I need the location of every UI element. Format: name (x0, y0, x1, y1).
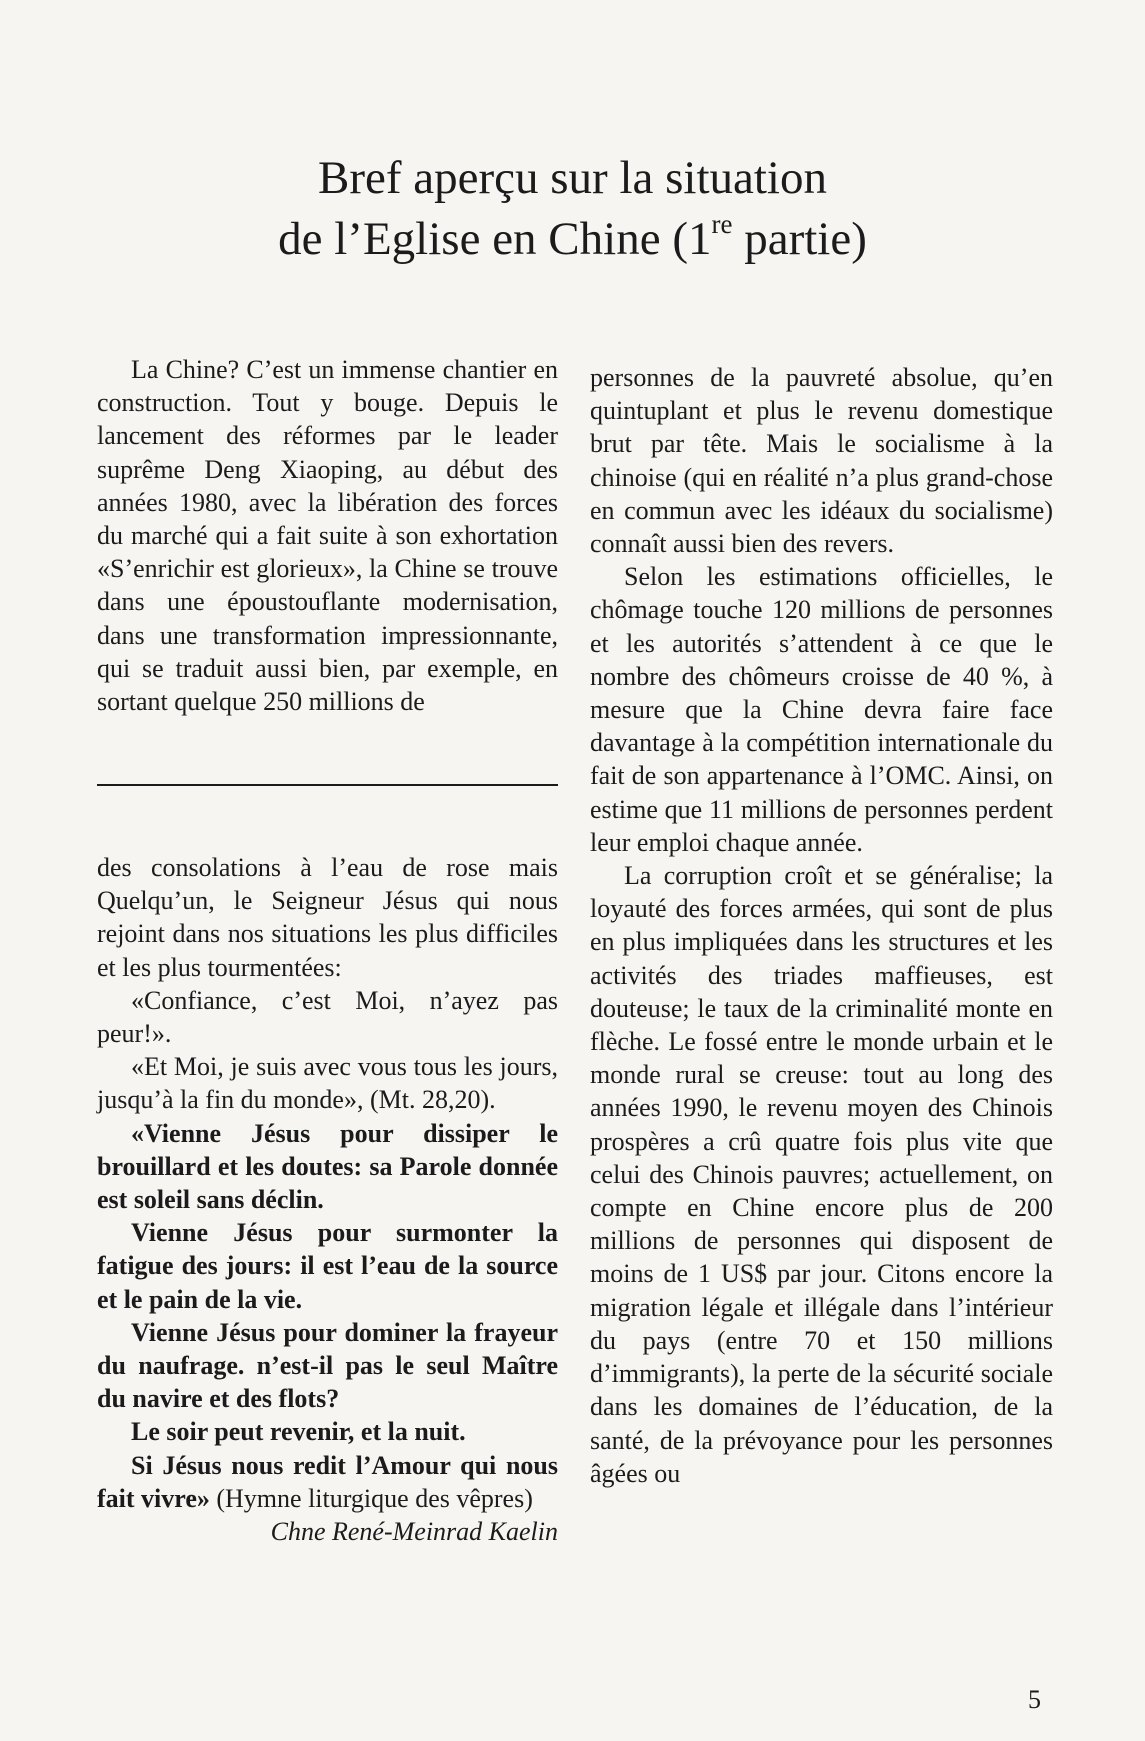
right-column (590, 361, 1053, 1490)
title-superscript: re (711, 209, 733, 240)
left-column-bottom (97, 851, 558, 1548)
paragraph: personnes de la pauvreté absolue, qu’en quintuplant et plus le revenu domestique brut par tête. Mais le socialisme à la chinoise (qui en réalité n’a plus grand-chose en commun avec les idéaux du socialisme) connaît aussi bien des revers. (590, 363, 1053, 559)
paragraph: des consolations à l’eau de rose mais Quelqu’un, le Seigneur Jésus qui nous rejoint dans nos situations les plus difficiles et les plus tourmentées: (97, 853, 558, 982)
hymn-stanza: Le soir peut revenir, et la nuit. (131, 1417, 466, 1447)
hymn-stanza: «Vienne Jésus pour dissiper le brouillard et les doutes: sa Parole donnée est soleil sans déclin. (97, 1118, 558, 1215)
article-title (0, 148, 1145, 270)
hymn-stanza: Vienne Jésus pour surmonter la fatigue des jours: il est l’eau de la source et le pain de la vie. (97, 1218, 558, 1314)
hymn-source: (Hymne liturgique des vêpres) (209, 1483, 533, 1513)
column-divider-rule (97, 784, 558, 786)
title-line-1: Bref aperçu sur la situation (318, 152, 827, 204)
hymn-final-bold: Si Jésus nous redit l’Amour qui nous fait vivre» (97, 1450, 558, 1513)
title-line-2-end: partie) (732, 213, 867, 265)
title-line-2-start: de l’Eglise en Chine (1 (278, 213, 712, 265)
paragraph: La Chine? C’est un immense chantier en construction. Tout y bouge. Depuis le lancement des réformes par le leader suprême Deng Xiaoping, au début des années 1980, avec la libération des forces du marché qui a fait suite à son exhortation «S’enrichir est glorieux», la Chine se trouve dans une époustouflante modernisation, dans une transformation impressionnante, qui se traduit aussi bien, par exemple, en sortant quelque 250 millions de (97, 355, 558, 717)
paragraph: La corruption croît et se généralise; la loyauté des forces armées, qui sont de plus en plus impliquées dans les structures et les activités des triades maffieuses, est douteuse; le taux de la criminalité monte en flèche. Le fossé entre le monde urbain et le monde rural se creuse: tout au long des années 1990, le revenu moyen des Chinois prospères a crû quatre fois plus vite que celui des Chinois pauvres; actuellement, on compte en Chine encore plus de 200 millions de personnes qui disposent de moins de 1 US$ par jour. Citons encore la migration légale et illégale dans l’intérieur du pays (entre 70 et 150 millions d’immigrants), la perte de la sécurité sociale dans les domaines de l’éducation, de la santé, de la prévoyance pour les personnes âgées ou (590, 861, 1053, 1488)
hymn-stanza: Vienne Jésus pour dominer la frayeur du naufrage. n’est-il pas le seul Maître du navire et des flots? (97, 1317, 558, 1414)
page-number: 5 (1028, 1685, 1041, 1714)
paragraph: Selon les estimations officielles, le chômage touche 120 millions de personnes et les autorités s’attendent à ce que le nombre des chômeurs croisse de 40 %, à mesure que la Chine devra faire face davantage à la compétition internationale du fait de son appartenance à l’OMC. Ainsi, on estime que 11 millions de personnes perdent leur emploi chaque année. (590, 562, 1053, 857)
hymn-final-stanza (97, 1449, 558, 1515)
left-column-top (97, 353, 558, 718)
quote-paragraph: «Confiance, c’est Moi, n’ayez pas peur!». (97, 985, 558, 1049)
quote-paragraph: «Et Moi, je suis avec vous tous les jours, jusqu’à la fin du monde», (Mt. 28,20). (97, 1052, 558, 1115)
author-signature: Chne René-Meinrad Kaelin (270, 1517, 558, 1547)
